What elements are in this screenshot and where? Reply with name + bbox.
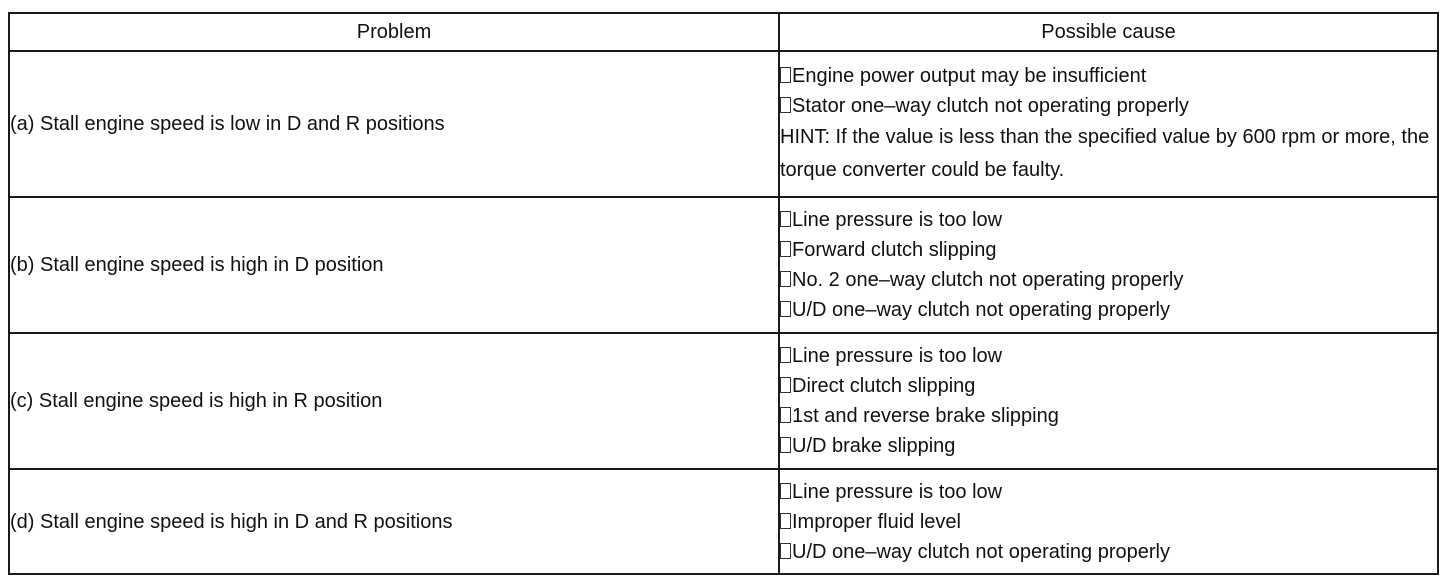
cause-text: Line pressure is too low — [792, 209, 1003, 231]
checkbox-glyph-icon — [780, 347, 791, 363]
problem-cell: (a) Stall engine speed is low in D and R positions — [9, 51, 779, 197]
cause-item — [780, 61, 1437, 91]
cause-item — [780, 371, 1437, 401]
checkbox-glyph-icon — [780, 437, 791, 453]
cause-item — [780, 477, 1437, 507]
cause-text: No. 2 one–way clutch not operating properly — [792, 269, 1184, 291]
problem-cell: (d) Stall engine speed is high in D and R positions — [9, 469, 779, 574]
table-row — [9, 333, 1438, 469]
table-row — [9, 197, 1438, 333]
checkbox-glyph-icon — [780, 241, 791, 257]
cause-item — [780, 205, 1437, 235]
cause-cell — [779, 469, 1438, 574]
cause-text: Forward clutch slipping — [792, 239, 997, 261]
header-problem: Problem — [9, 13, 779, 51]
cause-cell — [779, 197, 1438, 333]
cause-text: U/D one–way clutch not operating properly — [792, 540, 1170, 563]
cause-item — [780, 537, 1437, 567]
table-row — [9, 469, 1438, 574]
cause-text: Engine power output may be insufficient — [792, 65, 1147, 87]
checkbox-glyph-icon — [780, 67, 791, 83]
problem-cell: (c) Stall engine speed is high in R position — [9, 333, 779, 469]
cause-item — [780, 507, 1437, 537]
problem-cell: (b) Stall engine speed is high in D position — [9, 197, 779, 333]
cause-text: Line pressure is too low — [792, 345, 1003, 367]
troubleshooting-table — [8, 12, 1439, 575]
cause-text: U/D brake slipping — [792, 435, 956, 457]
cause-text: Direct clutch slipping — [792, 375, 976, 397]
cause-item — [780, 295, 1437, 325]
cause-item — [780, 341, 1437, 371]
cause-text: Improper fluid level — [792, 510, 961, 533]
checkbox-glyph-icon — [780, 483, 791, 499]
hint-text: HINT: If the value is less than the specified value by 600 rpm or more, the torque converter could be faulty. — [780, 126, 1430, 181]
cause-cell — [779, 51, 1438, 197]
cause-cell — [779, 333, 1438, 469]
header-possible-cause: Possible cause — [779, 13, 1438, 51]
checkbox-glyph-icon — [780, 407, 791, 423]
cause-text: Stator one–way clutch not operating properly — [792, 95, 1189, 117]
cause-item — [780, 91, 1437, 121]
cause-item — [780, 235, 1437, 265]
table-row — [9, 51, 1438, 197]
cause-text: U/D one–way clutch not operating properly — [792, 299, 1170, 321]
cause-item — [780, 431, 1437, 461]
checkbox-glyph-icon — [780, 211, 791, 227]
checkbox-glyph-icon — [780, 513, 791, 529]
cause-item — [780, 401, 1437, 431]
cause-item — [780, 265, 1437, 295]
cause-text: 1st and reverse brake slipping — [792, 405, 1059, 427]
checkbox-glyph-icon — [780, 301, 791, 317]
table-header-row — [9, 13, 1438, 51]
checkbox-glyph-icon — [780, 271, 791, 287]
checkbox-glyph-icon — [780, 543, 791, 559]
checkbox-glyph-icon — [780, 97, 791, 113]
cause-text: Line pressure is too low — [792, 480, 1003, 503]
checkbox-glyph-icon — [780, 377, 791, 393]
